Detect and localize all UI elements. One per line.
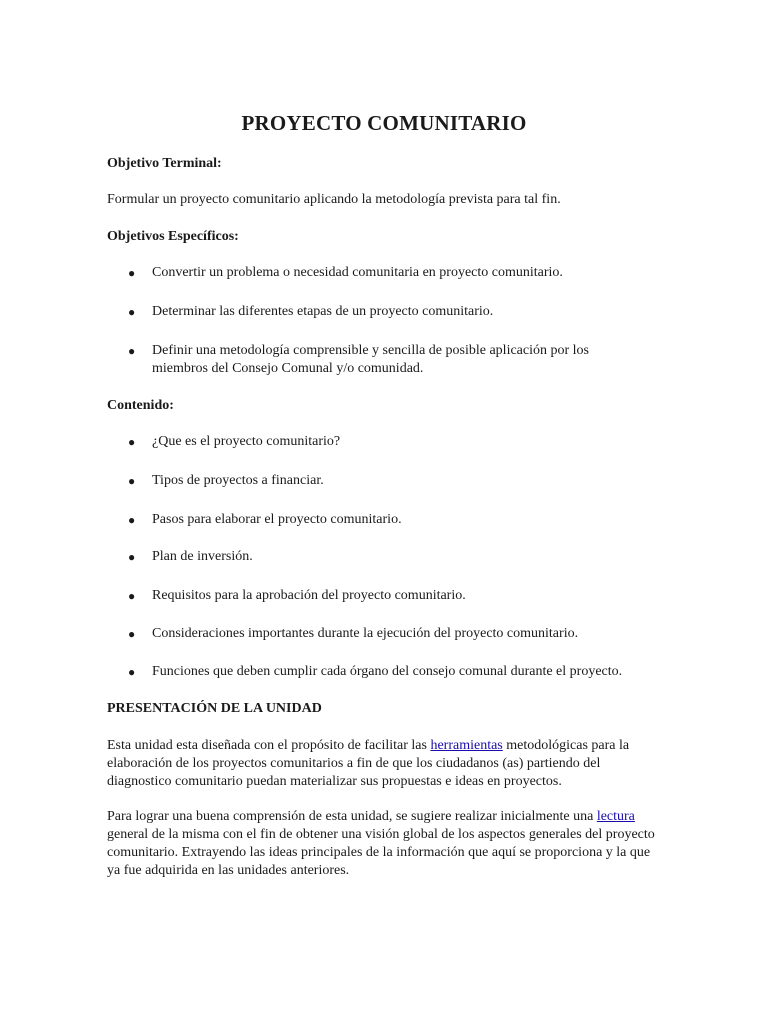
objetivos-especificos-heading: Objetivos Específicos:	[107, 229, 239, 244]
list-item-text: Funciones que deben cumplir cada órgano del consejo comunal durante el proyecto.	[152, 664, 623, 679]
list-item-text: Pasos para elaborar el proyecto comunitario.	[152, 512, 402, 527]
page-title: PROYECTO COMUNITARIO	[241, 111, 527, 135]
presentacion-paragraph-1	[107, 737, 657, 791]
list-item-text: Tipos de proyectos a financiar.	[152, 473, 324, 488]
lectura-link[interactable]: lectura	[596, 809, 635, 824]
presentacion-heading: PRESENTACIÓN DE LA UNIDAD	[107, 701, 322, 716]
objetivo-terminal-heading: Objetivo Terminal:	[107, 156, 222, 171]
bullet-icon: ●	[128, 589, 136, 603]
bullet-icon: ●	[128, 665, 136, 679]
list-item-text: Plan de inversión.	[152, 549, 253, 564]
paragraph-text: Esta unidad esta diseñada con el propósito de facilitar las	[107, 738, 431, 753]
bullet-icon: ●	[128, 266, 136, 280]
paragraph-text: general de la misma con el fin de obtener una visión global de los aspectos generales del proyecto comunitario. Extrayendo las ideas principales de la información que aquí se proporciona y la que ya fue adquirida en las unidades anteriores.	[107, 827, 655, 878]
bullet-icon: ●	[128, 513, 136, 527]
paragraph-text: Para lograr una buena comprensión de esta unidad, se sugiere realizar inicialmente una	[107, 809, 597, 824]
list-item-text: Requisitos para la aprobación del proyecto comunitario.	[152, 588, 466, 603]
contenido-heading: Contenido:	[107, 398, 174, 413]
list-item-text: Consideraciones importantes durante la ejecución del proyecto comunitario.	[152, 626, 579, 641]
presentacion-paragraph-2	[107, 808, 662, 880]
bullet-icon: ●	[128, 435, 136, 449]
bullet-icon: ●	[128, 474, 136, 488]
list-item-text: Determinar las diferentes etapas de un proyecto comunitario.	[152, 304, 494, 319]
list-item-text: ¿Que es el proyecto comunitario?	[152, 434, 341, 449]
bullet-icon: ●	[128, 305, 136, 319]
bullet-icon: ●	[128, 627, 136, 641]
bullet-icon: ●	[128, 344, 136, 358]
list-item-text: Definir una metodología comprensible y sencilla de posible aplicación por los miembros del Consejo Comunal y/o comunidad.	[152, 343, 589, 376]
objetivo-terminal-text: Formular un proyecto comunitario aplicando la metodología prevista para tal fin.	[107, 192, 561, 207]
bullet-icon: ●	[128, 550, 136, 564]
paragraph-text: metodológicas para la elaboración de los proyectos comunitarios a fin de que los ciudadanos (as) partiendo del diagnostico comunitario puedan materializar sus propuestas e ideas en proyectos.	[107, 738, 630, 789]
list-item-text: Convertir un problema o necesidad comunitaria en proyecto comunitario.	[152, 265, 563, 280]
herramientas-link[interactable]: herramientas	[430, 738, 503, 753]
